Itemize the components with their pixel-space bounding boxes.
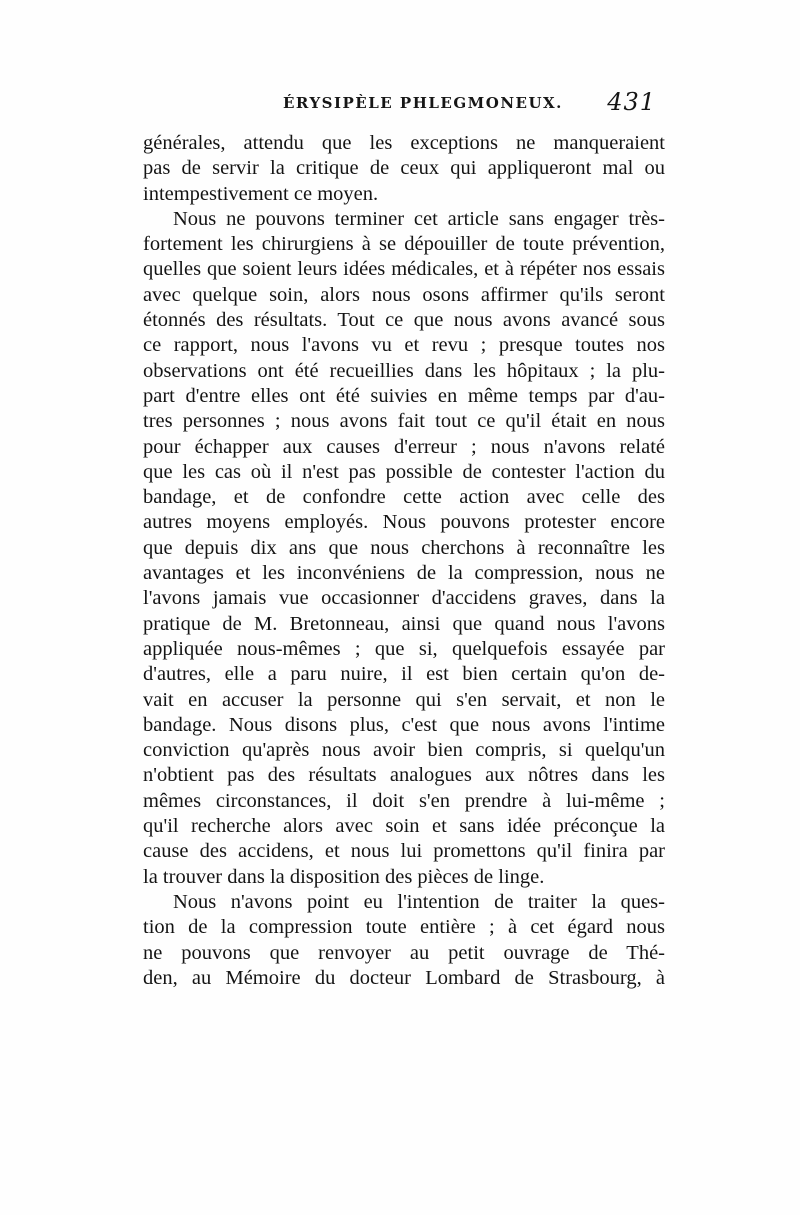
text-line: bandage, et de confondre cette action avec celle des <box>143 486 665 509</box>
text-line: observations ont été recueillies dans les hôpitaux ; la plu- <box>143 359 665 382</box>
text-line: ne pouvons que renvoyer au petit ouvrage de Thé- <box>143 941 665 964</box>
text-line: pratique de M. Bretonneau, ainsi que quand nous l'avons <box>143 612 665 635</box>
running-head: ÉRYSIPÈLE PHLEGMONEUX. <box>283 94 563 112</box>
text-line: n'obtient pas des résultats analogues aux nôtres dans les <box>143 764 665 787</box>
text-line: avec quelque soin, alors nous osons affirmer qu'ils seront <box>143 283 665 306</box>
text-line: étonnés des résultats. Tout ce que nous avons avancé sous <box>143 309 665 332</box>
text-line: cause des accidens, et nous lui promettons qu'il finira par <box>143 840 665 863</box>
text-line: autres moyens employés. Nous pouvons protester encore <box>143 511 665 534</box>
text-line: que les cas où il n'est pas possible de contester l'action du <box>143 460 665 483</box>
text-line: mêmes circonstances, il doit s'en prendre à lui-même ; <box>143 789 665 812</box>
text-line: Nous n'avons point eu l'intention de traiter la ques- <box>173 890 665 913</box>
text-line: intempestivement ce moyen. <box>143 182 379 205</box>
text-line: Nous ne pouvons terminer cet article sans engager très- <box>173 207 665 230</box>
text-line: conviction qu'après nous avoir bien compris, si quelqu'un <box>143 739 665 762</box>
page-number: 431 <box>607 88 656 116</box>
text-line: bandage. Nous disons plus, c'est que nous avons l'intime <box>143 713 665 736</box>
text-line: l'avons jamais vue occasionner d'accidens graves, dans la <box>143 587 665 610</box>
text-line: ce rapport, nous l'avons vu et revu ; presque toutes nos <box>143 334 665 357</box>
text-line: d'autres, elle a paru nuire, il est bien certain qu'on de- <box>143 663 665 686</box>
text-line: générales, attendu que les exceptions ne manqueraient <box>143 132 665 154</box>
text-line: fortement les chirurgiens à se dépouiller de toute prévention, <box>143 233 665 256</box>
text-line: pas de servir la critique de ceux qui appliqueront mal ou <box>143 157 665 180</box>
text-line: qu'il recherche alors avec soin et sans idée préconçue la <box>143 815 665 838</box>
text-line: la trouver dans la disposition des pièces de linge. <box>143 865 545 888</box>
text-line: tres personnes ; nous avons fait tout ce qu'il était en nous <box>143 410 665 433</box>
text-line: vait en accuser la personne qui s'en servait, et non le <box>143 688 665 711</box>
page-header <box>140 88 660 122</box>
text-line: den, au Mémoire du docteur Lombard de Strasbourg, à <box>143 966 665 989</box>
text-line: tion de la compression toute entière ; à cet égard nous <box>143 916 665 939</box>
text-line: part d'entre elles ont été suivies en même temps par d'au- <box>143 384 665 407</box>
text-line: appliquée nous-mêmes ; que si, quelquefois essayée par <box>143 637 665 660</box>
body-text <box>143 131 665 991</box>
text-line: quelles que soient leurs idées médicales, et à répéter nos essais <box>143 258 665 281</box>
text-line: que depuis dix ans que nous cherchons à reconnaître les <box>143 536 665 559</box>
text-line: avantages et les inconvéniens de la compression, nous ne <box>143 562 665 585</box>
text-line: pour échapper aux causes d'erreur ; nous n'avons relaté <box>143 435 665 458</box>
